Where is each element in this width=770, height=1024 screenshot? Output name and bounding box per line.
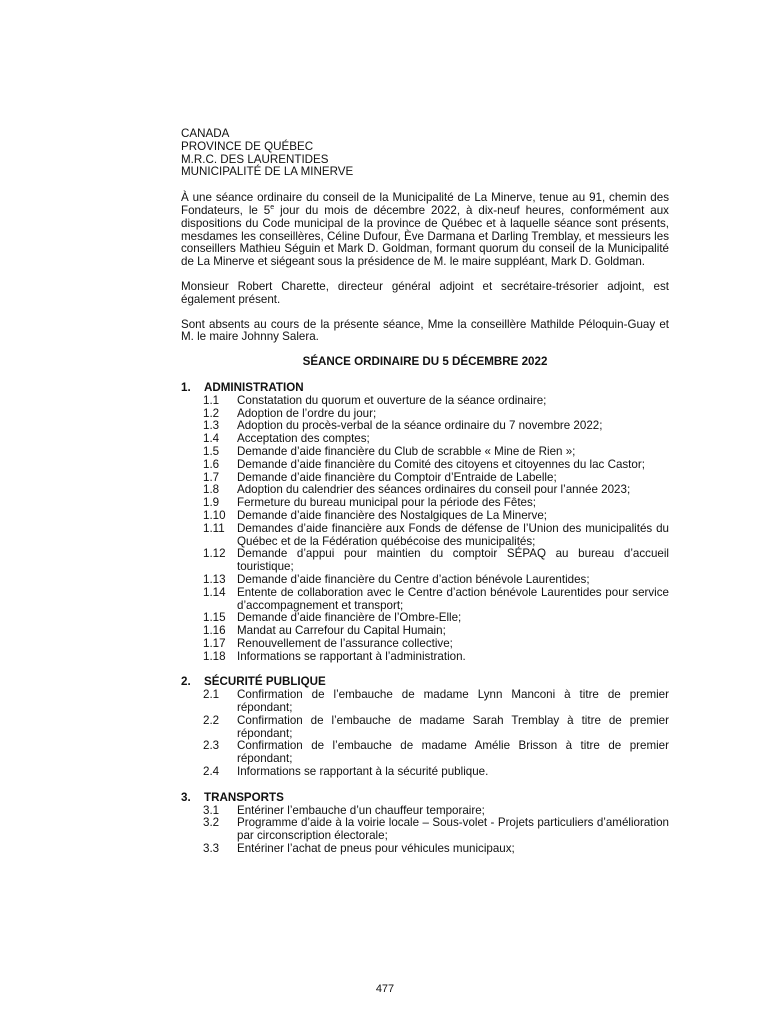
agenda-section [181, 792, 669, 856]
agenda-item [181, 766, 669, 779]
agenda-item-number: 1.14 [203, 585, 226, 599]
agenda-item [181, 497, 669, 510]
agenda-item-number: 2.2 [203, 713, 220, 727]
document-header [181, 128, 669, 179]
intro-paragraph-session [181, 192, 669, 269]
agenda-item [181, 523, 669, 549]
header-municipality: MUNICIPALITÉ DE LA MINERVE [181, 165, 354, 179]
agenda-item [181, 740, 669, 766]
agenda-item-number: 2.3 [203, 739, 220, 753]
agenda-item-text: Acceptation des comptes; [237, 432, 370, 446]
agenda-item-text: Entente de collaboration avec le Centre d’action bénévole Laurentides pour service d’accompagnement et transport; [237, 585, 669, 612]
agenda-item-text: Informations se rapportant à la sécurité publique. [237, 765, 489, 779]
agenda-item-text: Fermeture du bureau municipal pour la période des Fêtes; [237, 496, 537, 510]
agenda-item-text: Mandat au Carrefour du Capital Humain; [237, 624, 446, 638]
section-title: ADMINISTRATION [204, 380, 304, 394]
agenda-item-text: Entériner l’embauche d’un chauffeur temporaire; [237, 803, 485, 817]
agenda-item [181, 817, 669, 843]
agenda-item [181, 510, 669, 523]
section-number: 1. [181, 380, 191, 394]
header-country: CANADA [181, 127, 230, 140]
agenda-item-text: Adoption du procès-verbal de la séance ordinaire du 7 novembre 2022; [237, 419, 603, 433]
header-province: PROVINCE DE QUÉBEC [181, 139, 314, 153]
agenda-item-text: Confirmation de l’embauche de madame Amélie Brisson à titre de premier répondant; [237, 739, 669, 766]
agenda-item-text: Demande d’aide financière du Club de scrabble « Mine de Rien »; [237, 444, 576, 458]
agenda-item [181, 638, 669, 651]
agenda-item-text: Demandes d’aide financière aux Fonds de défense de l’Union des municipalités du Québec et de la Fédération québécoise des municipalités; [237, 521, 669, 548]
page-number: 477 [375, 983, 395, 995]
agenda-item-number: 1.9 [203, 496, 220, 510]
agenda-item-number: 1.13 [203, 572, 226, 586]
agenda-item-text: Informations se rapportant à l’administration. [237, 649, 466, 663]
agenda-item [181, 446, 669, 459]
agenda-title: SÉANCE ORDINAIRE DU 5 DÉCEMBRE 2022 [302, 355, 548, 369]
agenda-section [181, 382, 669, 664]
agenda-item [181, 651, 669, 664]
agenda-item-text: Adoption du calendrier des séances ordinaires du conseil pour l’année 2023; [237, 483, 631, 497]
agenda-item-text: Confirmation de l’embauche de madame Lynn Manconi à titre de premier répondant; [237, 688, 669, 715]
agenda-item-text: Confirmation de l’embauche de madame Sarah Tremblay à titre de premier répondant; [237, 713, 669, 740]
agenda-item-text: Programme d’aide à la voirie locale – Sous-volet - Projets particuliers d’amélioration par circonscription électorale; [237, 816, 669, 843]
agenda-item-number: 3.2 [203, 816, 220, 830]
agenda-item-text: Demande d’aide financière du Centre d’action bénévole Laurentides; [237, 572, 590, 586]
agenda-item-number: 1.8 [203, 483, 220, 497]
agenda-item-number: 1.3 [203, 419, 220, 433]
section-title: SÉCURITÉ PUBLIQUE [204, 675, 326, 689]
agenda-item [181, 843, 669, 856]
agenda-item [181, 689, 669, 715]
intro-superscript: e [270, 204, 275, 212]
agenda-item-number: 1.18 [203, 649, 226, 663]
agenda-item-number: 1.5 [203, 444, 220, 458]
agenda-item-number: 1.4 [203, 432, 220, 446]
agenda-item-number: 3.1 [203, 803, 220, 817]
agenda-item-number: 2.1 [203, 688, 220, 702]
intro-paragraph-director: Monsieur Robert Charette, directeur général adjoint et secrétaire-trésorier adjoint, est également présent. [181, 279, 669, 306]
agenda-item-number: 2.4 [203, 765, 220, 779]
agenda-item [181, 715, 669, 741]
agenda-item-number: 1.7 [203, 470, 220, 484]
agenda-item-number: 3.3 [203, 842, 220, 856]
agenda-item-number: 1.15 [203, 611, 226, 625]
intro-text-b: jour du mois de décembre 2022, à dix-neuf heures, conformément aux dispositions du Code municipal de la province de Québec et à laquelle séance sont présents, mesdames les conseillères, Céline Dufour, Ève Darmana et Darling Tremblay, et messieurs les conseillers Mathieu Séguin et Mark D. Goldman, formant quorum du conseil de la Municipalité de La Minerve et siégeant sous la présidence de M. le maire suppléant, Mark D. Goldman. [181, 203, 669, 269]
section-number: 3. [181, 790, 191, 804]
section-heading [181, 382, 669, 395]
section-title: TRANSPORTS [204, 790, 284, 804]
agenda-item-number: 1.12 [203, 547, 226, 561]
agenda-section [181, 676, 669, 778]
agenda-item [181, 548, 669, 574]
agenda-sections [181, 382, 669, 856]
intro-text-a: À une séance ordinaire du conseil de la Municipalité de La Minerve, tenue au 91, chemin des Fondateurs, le 5 [181, 191, 669, 217]
agenda-item-number: 1.2 [203, 406, 220, 420]
agenda-item-text: Adoption de l’ordre du jour; [237, 406, 377, 420]
agenda-item [181, 574, 669, 587]
agenda-item-number: 1.10 [203, 508, 226, 522]
agenda-item-number: 1.16 [203, 624, 226, 638]
agenda-item-text: Demande d’appui pour maintien du comptoir SÉPAQ au bureau d’accueil touristique; [237, 547, 669, 574]
agenda-item-text: Constatation du quorum et ouverture de la séance ordinaire; [237, 393, 547, 407]
agenda-item-number: 1.11 [203, 521, 225, 535]
agenda-item-text: Entériner l’achat de pneus pour véhicules municipaux; [237, 842, 515, 856]
agenda-item-text: Demande d’aide financière du Comptoir d’Entraide de Labelle; [237, 470, 557, 484]
agenda-item-text: Renouvellement de l’assurance collective; [237, 636, 453, 650]
section-number: 2. [181, 675, 191, 689]
agenda-item-text: Demande d’aide financière de l’Ombre-Elle; [237, 611, 462, 625]
agenda-item-number: 1.17 [203, 636, 226, 650]
document-page [181, 128, 669, 856]
agenda-item [181, 625, 669, 638]
header-mrc: M.R.C. DES LAURENTIDES [181, 152, 329, 166]
agenda-item-text: Demande d’aide financière des Nostalgiques de La Minerve; [237, 508, 547, 522]
agenda-item [181, 587, 669, 613]
agenda-item-text: Demande d’aide financière du Comité des citoyens et citoyennes du lac Castor; [237, 457, 645, 471]
agenda-item [181, 459, 669, 472]
agenda-item [181, 395, 669, 408]
section-heading [181, 792, 669, 805]
agenda-item-number: 1.1 [203, 393, 220, 407]
intro-paragraph-absent: Sont absents au cours de la présente séance, Mme la conseillère Mathilde Péloquin-Guay et M. le maire Johnny Salera. [181, 317, 669, 344]
agenda-item-number: 1.6 [203, 457, 220, 471]
